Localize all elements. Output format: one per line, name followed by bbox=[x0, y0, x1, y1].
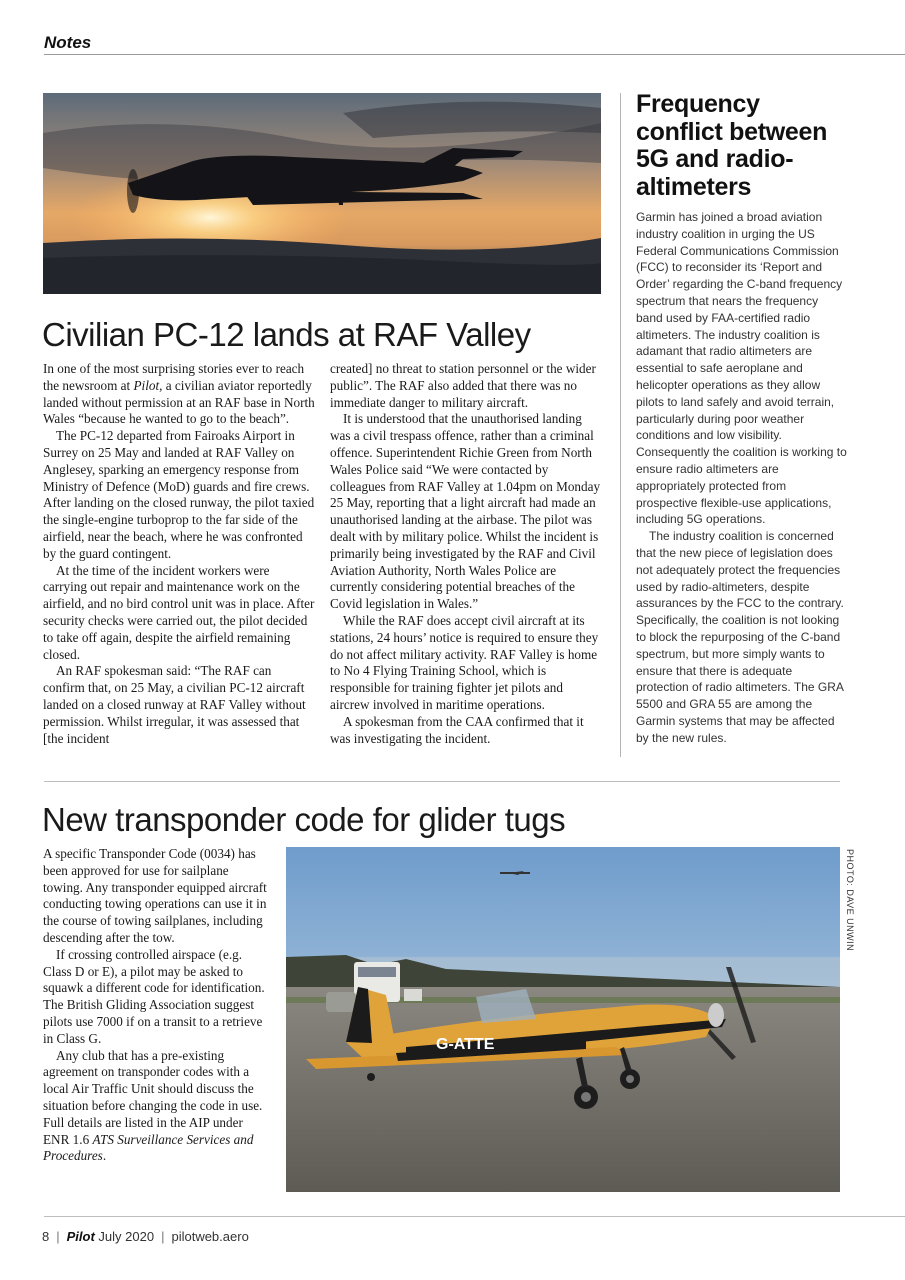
glider-tug-photo-graphic bbox=[286, 847, 840, 1192]
footer-separator: | bbox=[161, 1229, 165, 1244]
sidebar-divider bbox=[620, 93, 621, 757]
article1-headline: Civilian PC-12 lands at RAF Valley bbox=[42, 316, 531, 353]
website-link[interactable]: pilotweb.aero bbox=[171, 1229, 249, 1244]
paragraph: While the RAF does accept civil aircraft at its stations, 24 hours’ notice is required to ensure they do not affect military activity. RAF Valley is home to No 4 Flying Training School, which is responsible for training fighter jet pilots and aircrew involved in maritime operations. bbox=[330, 612, 599, 712]
photo-credit: PHOTO: DAVE UNWIN bbox=[845, 849, 855, 952]
issue-date: July 2020 bbox=[98, 1229, 155, 1244]
paragraph: If crossing controlled airspace (e.g. Class D or E), a pilot may be asked to squawk a different code for identification. The British Gliding Association suggest pilots use 7000 if on a transit to a retrieve in Class G. bbox=[43, 946, 265, 1046]
article1-column-1 bbox=[43, 361, 315, 747]
paragraph: A specific Transponder Code (0034) has been approved for use for sailplane towing. Any transponder equipped aircraft conducting towing operations can use it in the course of towing sailplanes, including descending after the tow. bbox=[43, 846, 267, 945]
magazine-name: Pilot bbox=[66, 1229, 95, 1244]
footer-rule bbox=[44, 1216, 905, 1217]
paragraph: It is understood that the unauthorised landing was a civil trespass offence, rather than a criminal offence. Superintendent Richie Green from North Wales Police said “We were contacted by colleagues from RAF Valley at 1.04pm on Monday 25 May, reporting that a light aircraft had made an unauthorised landing at the airbase. The pilot was dealt with by military police. Whilst the incident is primarily being investigated by the RAF and Civil Aviation Authority, North Wales Police are currently considering potential breaches of the Covid legislation in Wales.” bbox=[330, 411, 601, 612]
paragraph: Garmin has joined a broad aviation industry coalition in urging the US Federal Communications Commission (FCC) to reconsider its ‘Report and Order’ regarding the C-band frequency spectrum that nears the frequency band used by FAA-certified radio altimeters. The industry coalition is adamant that radio altimeters are essential to safe aeroplane and helicopter operations as they allow pilots to land safely and avoid terrain, particularly during poor weather conditions and low visibility. Consequently the coalition is working to ensure radio altimeters are appropriately protected from prospective flexible-use applications, including 5G operations. bbox=[636, 210, 847, 527]
footer bbox=[42, 1229, 249, 1244]
footer-separator: | bbox=[56, 1229, 60, 1244]
tug-registration: G-ATTE bbox=[436, 1036, 495, 1053]
paragraph: An RAF spokesman said: “The RAF can confirm that, on 25 May, a civilian PC-12 aircraft landed on a closed runway at RAF Valley without permission. Whilst irregular, it was assessed that [the incident bbox=[43, 663, 306, 746]
page-number: 8 bbox=[42, 1229, 50, 1244]
article2-headline: New transponder code for glider tugs bbox=[42, 801, 566, 838]
paragraph: The industry coalition is concerned that the new piece of legislation does not adequately protect the frequencies used by radio-altimeters, despite assurances by the FCC to the contrary. Specifically, the coalition is not looking to block the repurposing of the C-band spectrum, but more simply wants to ensure that there is adequate protection of radio altimeters. The GRA 5500 and GRA 55 are among the Garmin systems that may be affected by the new rules. bbox=[636, 529, 844, 745]
sidebar-headline: Frequency conflict between 5G and radio-altimeters bbox=[636, 90, 828, 201]
header-rule bbox=[44, 54, 905, 55]
paragraph: In one of the most surprising stories ever to reach the newsroom at Pilot, a civilian aviator reportedly landed without permission at an RAF base in North Wales “because he wanted to go to the beach”. bbox=[43, 361, 315, 427]
pc12-photo bbox=[43, 93, 601, 294]
paragraph: At the time of the incident workers were carrying out repair and maintenance work on the airfield, and no bird control unit was in place. After security checks were carried out, the pilot decided to take off again, despite the airfield remaining closed. bbox=[43, 562, 315, 662]
paragraph: The PC-12 departed from Fairoaks Airport in Surrey on 25 May and landed at RAF Valley on Anglesey, sparking an emergency response from Ministry of Defence (MoD) guards and fire crews. After landing on the closed runway, the pilot taxied the single-engine turboprop to the far side of the airfield, near the beach, where he was confronted by the guard contingent. bbox=[43, 428, 315, 561]
sidebar-body bbox=[636, 209, 848, 747]
paragraph: Any club that has a pre-existing agreement on transponder codes with a local Air Traffic Unit should discuss the situation before changing the code in use. Full details are listed in the AIP under ENR 1.6 ATS Surveillance Services and Procedures. bbox=[43, 1047, 263, 1164]
paragraph: created] no threat to station personnel or the wider public”. The RAF also added that there was no immediate danger to military aircraft. bbox=[330, 361, 596, 410]
paragraph: A spokesman from the CAA confirmed that it was investigating the incident. bbox=[330, 713, 584, 746]
section-divider bbox=[44, 781, 840, 782]
pc12-photo-graphic bbox=[43, 93, 601, 294]
glider-tug-photo bbox=[286, 847, 840, 1192]
section-label: Notes bbox=[44, 33, 92, 52]
article2-body bbox=[43, 846, 271, 1165]
article1-column-2 bbox=[330, 361, 602, 747]
